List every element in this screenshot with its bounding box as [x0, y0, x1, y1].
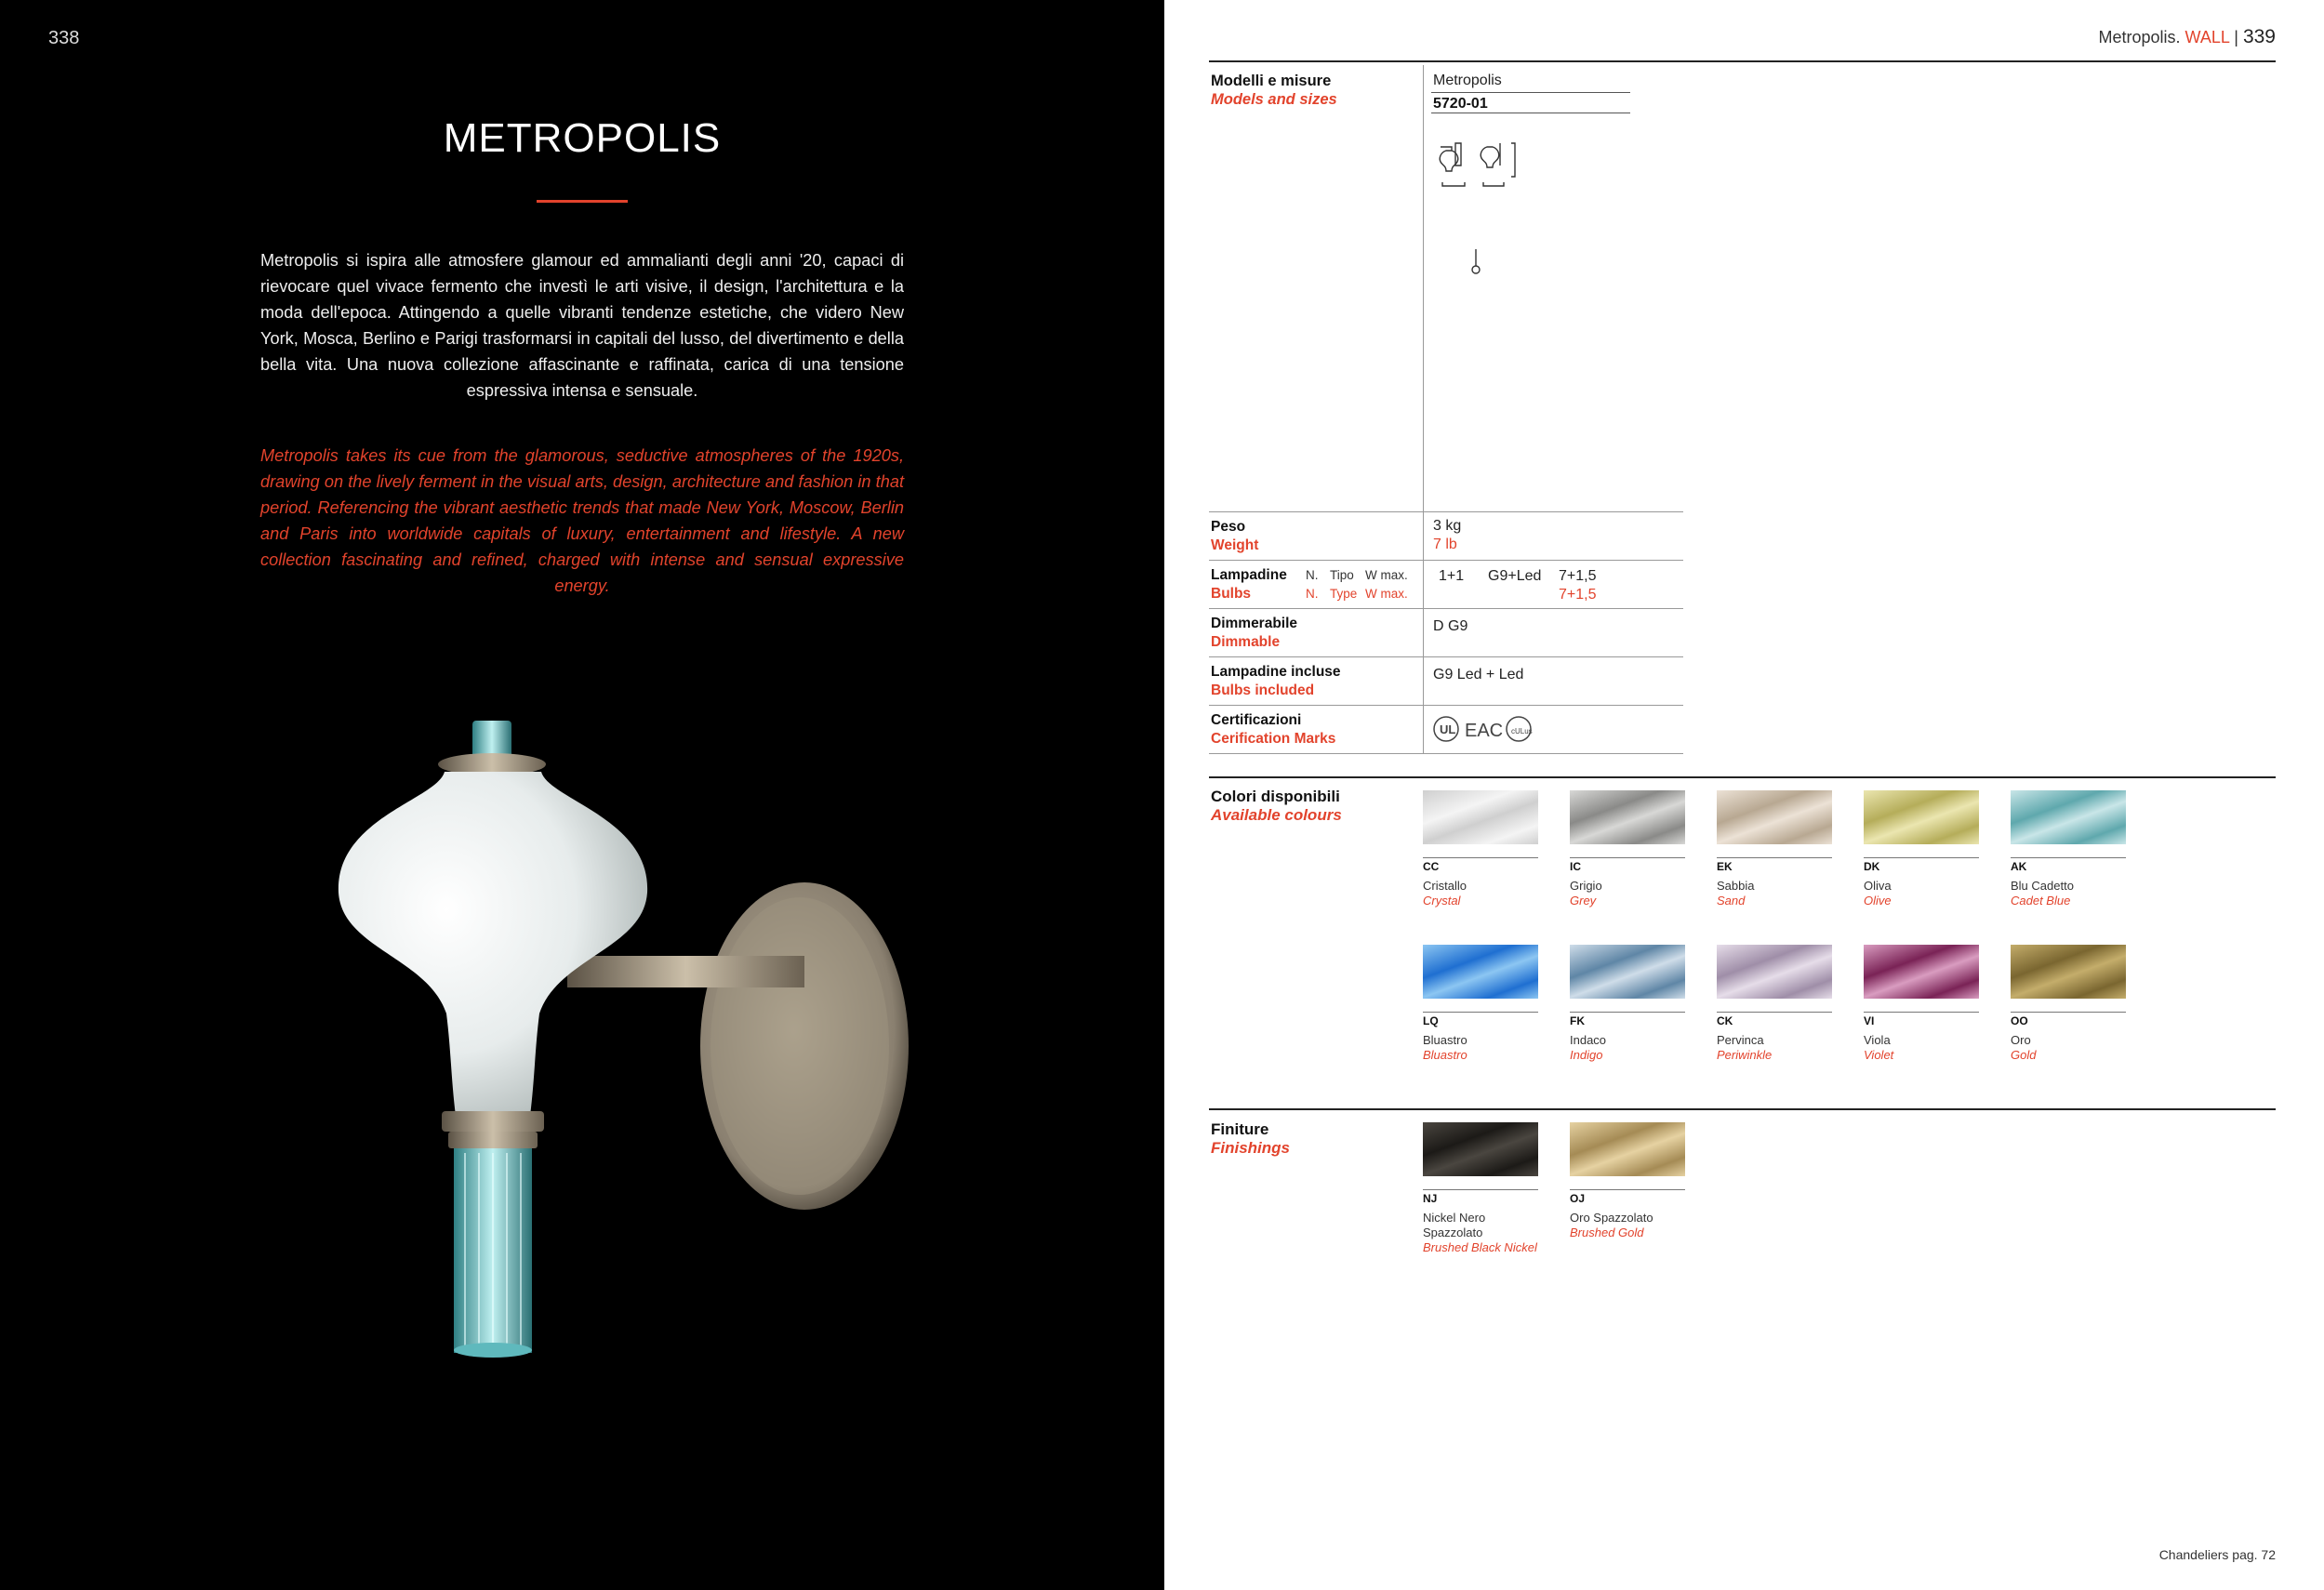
- swatch-chip: [1570, 790, 1685, 844]
- header-separator: |: [2234, 28, 2238, 46]
- swatch-code: OJ: [1570, 1192, 1586, 1205]
- swatch-code: OO: [2011, 1014, 2028, 1027]
- certifications-label: Certificazioni Cerification Marks: [1211, 712, 1336, 747]
- swatch-code: CK: [1717, 1014, 1733, 1027]
- spec-column-divider: [1423, 65, 1424, 753]
- certification-marks: [1433, 714, 1554, 748]
- swatch-name-en: Brushed Gold: [1570, 1226, 1644, 1239]
- bulbs-col-n-en: N.: [1306, 587, 1319, 601]
- swatch-rule: [1570, 857, 1685, 858]
- swatch-chip: [1864, 945, 1979, 999]
- swatch-chip: [2011, 945, 2126, 999]
- bulbs-wmax-en: 7+1,5: [1559, 587, 1597, 603]
- swatch-code: CC: [1423, 860, 1440, 873]
- swatch-chip: [1864, 790, 1979, 844]
- description-english: Metropolis takes its cue from the glamorous, seductive atmospheres of the 1920s, drawing on the lively ferment in the visual arts, design, architecture and fashion in that period. Referencing the vibrant aesthetic trends that made New York, Moscow, Berlin and Paris into worldwide capitals of luxury, entertainment and lifestyle. A new collection fascinating and refined, charged with intense and sensual expressive energy.: [260, 446, 904, 595]
- swatch-name-it: Grigio: [1570, 879, 1602, 893]
- swatch-name-it: Blu Cadetto: [2011, 879, 2074, 893]
- collection-title: METROPOLIS: [443, 115, 722, 161]
- row-rule: [1209, 511, 1683, 512]
- row-rule: [1209, 753, 1683, 754]
- swatch-rule: [1423, 857, 1538, 858]
- header-rule: [1209, 60, 2276, 62]
- swatch-name-en: Sand: [1717, 894, 1746, 908]
- swatch-code: LQ: [1423, 1014, 1439, 1027]
- swatch-name-en: Crystal: [1423, 894, 1461, 908]
- bulbs-n: 1+1: [1439, 568, 1465, 584]
- swatch-rule: [2011, 857, 2126, 858]
- swatch-name-en: Cadet Blue: [2011, 894, 2071, 908]
- swatch-name-it: Bluastro: [1423, 1033, 1467, 1047]
- description-italian: Metropolis si ispira alle atmosfere glamour ed ammalianti degli anni '20, capaci di rievocare quel vivace fermento che investì le arti visive, il design, l'architettura e la moda dell'epoca. Attingendo a quelle vibranti tendenze estetiche, che videro New York, Mosca, Berlino e Parigi trasformarsi in capitali del lusso, del divertimento e della bella vita. Una nuova collezione affascinante e raffinata, carica di una tensione espressiva intensa e sensuale.: [260, 251, 904, 400]
- swatch-ic[interactable]: [1570, 790, 1685, 908]
- swatch-vi[interactable]: [1864, 945, 1979, 1063]
- dimension-drawing: [1431, 130, 1543, 279]
- bulbs-col-wmax: W max.: [1365, 568, 1408, 582]
- swatch-name-en: Grey: [1570, 894, 1597, 908]
- swatch-chip: [1717, 945, 1832, 999]
- swatch-cc[interactable]: [1423, 790, 1538, 908]
- swatch-code: FK: [1570, 1014, 1585, 1027]
- finishes-label: Finiture Finishings: [1211, 1120, 1290, 1157]
- swatch-chip: [1423, 1122, 1538, 1176]
- swatch-chip: [2011, 790, 2126, 844]
- swatch-name-en: Olive: [1864, 894, 1892, 908]
- bulbs-label: Lampadine Bulbs: [1211, 567, 1287, 602]
- culus-mark-icon: [1507, 717, 1533, 741]
- swatch-name-en: Bluastro: [1423, 1048, 1467, 1062]
- swatch-rule: [1423, 1189, 1538, 1190]
- swatch-name-it: Indaco: [1570, 1033, 1607, 1047]
- weight-value-imperial: 7 lb: [1433, 537, 1457, 552]
- swatch-name-en: Brushed Black Nickel: [1423, 1240, 1537, 1254]
- swatch-chip: [1423, 945, 1538, 999]
- swatch-rule: [1570, 1012, 1685, 1013]
- bulbs-col-type: Tipo: [1330, 568, 1354, 582]
- swatch-rule: [2011, 1012, 2126, 1013]
- swatch-ek[interactable]: [1717, 790, 1832, 908]
- swatch-name-it: Pervinca: [1717, 1033, 1764, 1047]
- weight-value: 3 kg: [1433, 518, 1462, 534]
- swatch-name-en: Violet: [1864, 1048, 1894, 1062]
- swatch-name-it: Oro: [2011, 1033, 2031, 1047]
- swatch-rule: [1423, 1012, 1538, 1013]
- models-label: Modelli e misure Models and sizes: [1211, 73, 1337, 108]
- bulbs-col-n: N.: [1306, 568, 1319, 582]
- swatch-rule: [1864, 857, 1979, 858]
- colours-section-rule: [1209, 776, 2276, 778]
- swatch-name-en: Periwinkle: [1717, 1048, 1773, 1062]
- swatch-oo[interactable]: [2011, 945, 2126, 1063]
- page-header: [2099, 26, 2277, 48]
- footer-reference: Chandeliers pag. 72: [2158, 1547, 2276, 1562]
- swatch-name-en: Indigo: [1570, 1048, 1603, 1062]
- swatch-chip: [1423, 790, 1538, 844]
- swatch-code: AK: [2011, 860, 2027, 873]
- swatch-name-it: Cristallo: [1423, 879, 1467, 893]
- svg-text:cULus: cULus: [1511, 727, 1533, 735]
- swatch-name-it: Oro Spazzolato: [1570, 1211, 1653, 1225]
- swatch-chip: [1570, 945, 1685, 999]
- swatch-dk[interactable]: [1864, 790, 1979, 908]
- weight-label: Peso Weight: [1211, 519, 1259, 553]
- model-name: Metropolis: [1433, 73, 1502, 88]
- wall-lamp-photo: [335, 679, 911, 1385]
- swatch-code: IC: [1570, 860, 1581, 873]
- bulbs-type: G9+Led: [1488, 568, 1542, 584]
- bulbs-included-label: Lampadine incluse Bulbs included: [1211, 664, 1341, 698]
- row-rule: [1209, 656, 1683, 657]
- swatch-code: EK: [1717, 860, 1733, 873]
- swatch-name-it: Oliva: [1864, 879, 1892, 893]
- swatch-name-it: Sabbia: [1717, 879, 1755, 893]
- right-page: [1164, 0, 2324, 1590]
- colours-label: Colori disponibili Available colours: [1211, 788, 1342, 824]
- svg-text:UL: UL: [1440, 722, 1456, 736]
- header-title: Metropolis.: [2098, 28, 2181, 46]
- swatch-nj[interactable]: [1423, 1122, 1538, 1255]
- dimmable-value: D G9: [1433, 618, 1468, 634]
- swatch-chip: [1570, 1122, 1685, 1176]
- model-code: 5720-01: [1433, 96, 1488, 112]
- finishes-section-rule: [1209, 1108, 2276, 1110]
- ul-mark-icon: [1434, 717, 1458, 741]
- row-rule: [1209, 560, 1683, 561]
- swatch-lq[interactable]: [1423, 945, 1538, 1063]
- dimmable-label: Dimmerabile Dimmable: [1211, 616, 1298, 650]
- bulbs-wmax: 7+1,5: [1559, 568, 1597, 584]
- swatch-rule: [1570, 1189, 1685, 1190]
- swatch-ck[interactable]: [1717, 945, 1832, 1063]
- swatch-name-it: Viola: [1864, 1033, 1891, 1047]
- row-rule: [1209, 705, 1683, 706]
- swatch-chip: [1717, 790, 1832, 844]
- page-number-right: 339: [2242, 26, 2276, 47]
- swatch-rule: [1717, 857, 1832, 858]
- page-number-left: 338: [48, 28, 80, 48]
- title-underline: [537, 200, 628, 203]
- bulbs-col-type-en: Type: [1330, 587, 1358, 601]
- swatch-code: NJ: [1423, 1192, 1438, 1205]
- swatch-code: DK: [1864, 860, 1880, 873]
- swatch-rule: [1717, 1012, 1832, 1013]
- swatch-rule: [1864, 1012, 1979, 1013]
- swatch-ak[interactable]: [2011, 790, 2126, 908]
- bulbs-included-value: G9 Led + Led: [1433, 667, 1524, 682]
- eac-mark-icon: EAC: [1465, 721, 1504, 741]
- bulbs-col-wmax-en: W max.: [1365, 587, 1408, 601]
- row-rule: [1209, 608, 1683, 609]
- swatch-oj[interactable]: [1570, 1122, 1685, 1240]
- swatch-name-en: Gold: [2011, 1048, 2037, 1062]
- swatch-name-it: Nickel Nero Spazzolato: [1423, 1211, 1486, 1239]
- model-rule: [1431, 92, 1630, 93]
- swatch-code: VI: [1864, 1014, 1875, 1027]
- swatch-fk[interactable]: [1570, 945, 1685, 1063]
- header-category: WALL: [2185, 28, 2230, 46]
